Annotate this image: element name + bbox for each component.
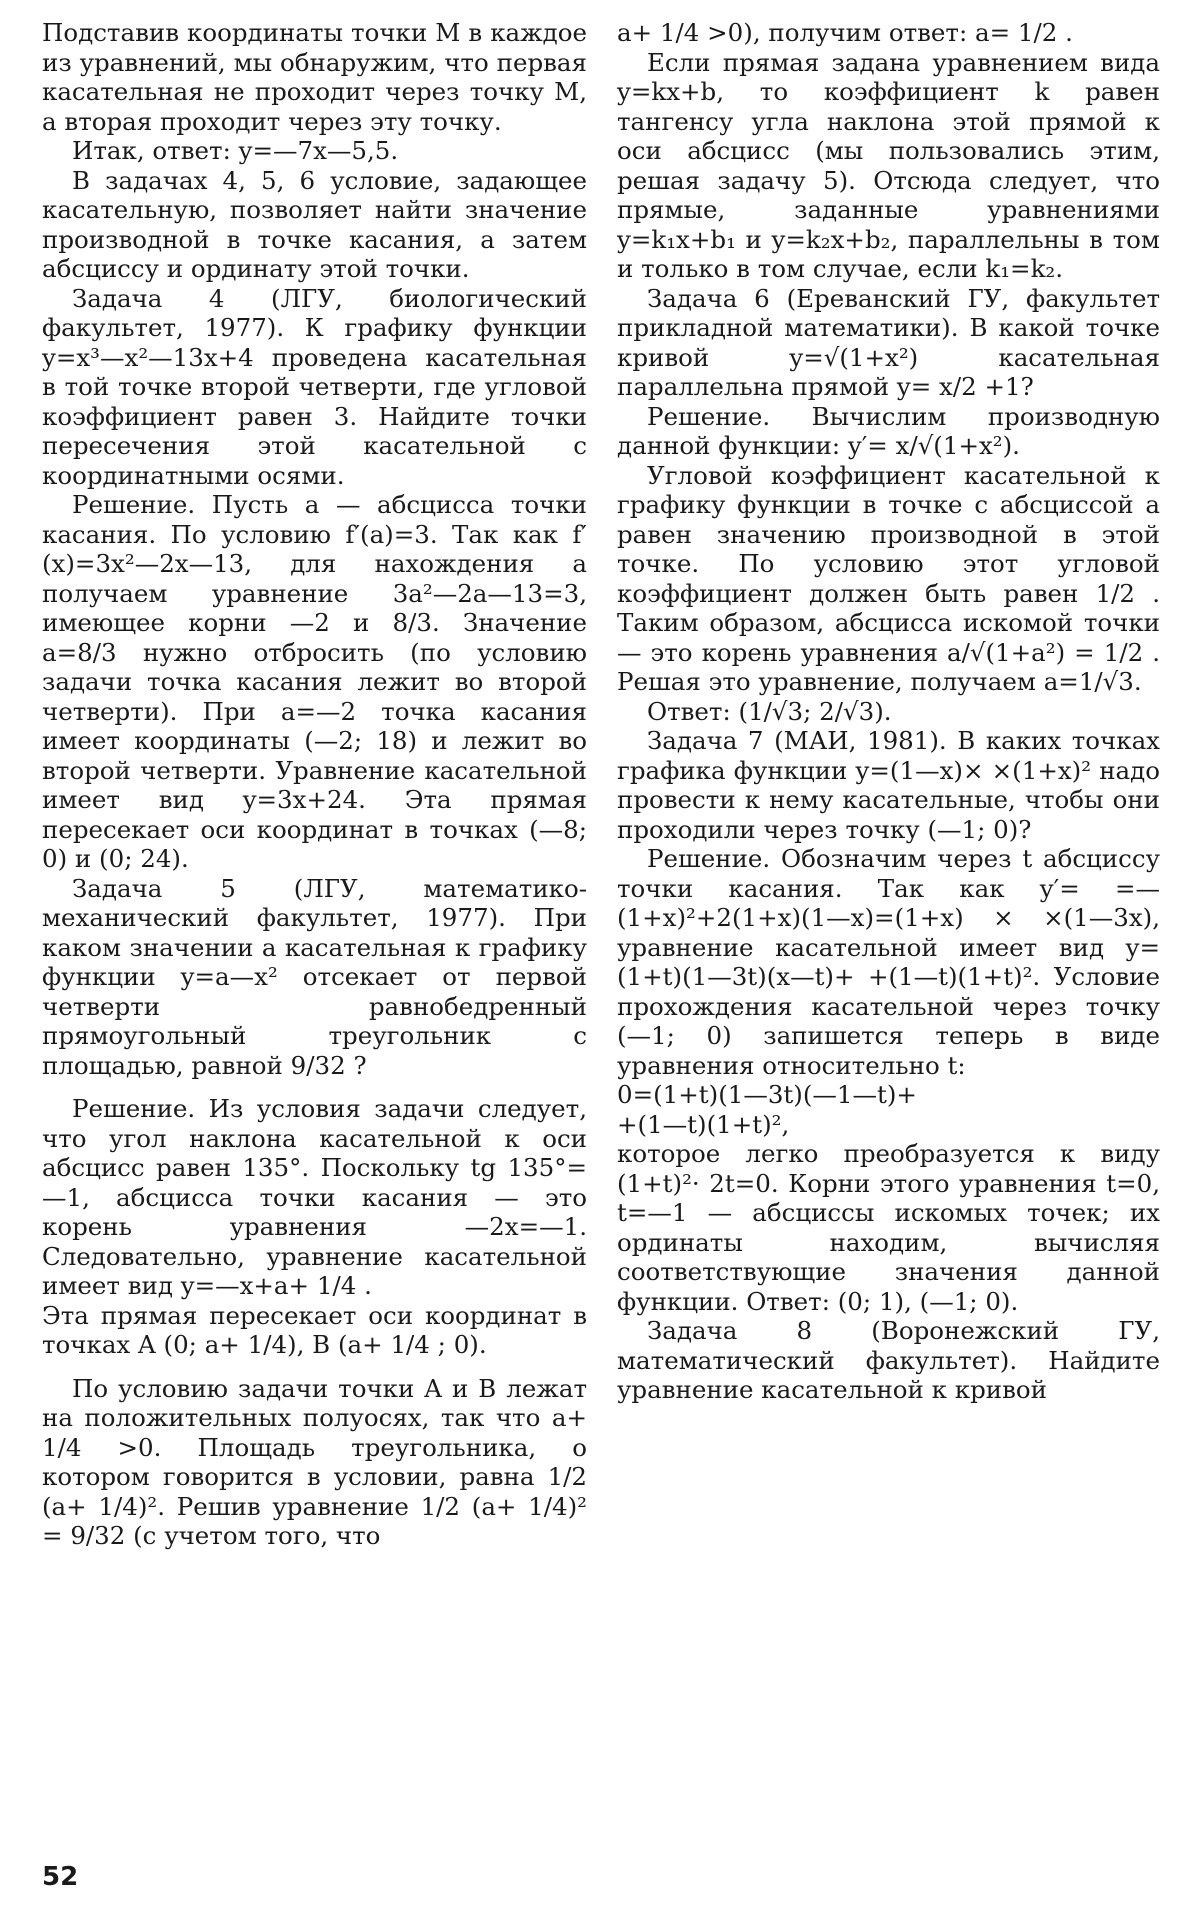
solution-5: Решение. Из условия задачи следует, что угол наклона касательной к оси абсцисс равен 135°. Поскольку tg 135°=—1, абсцисса точки касания — это корень уравнения —2x=—1. Следовательно, уравнение касательной имеет вид y=—x+a+ 1/4 .	[42, 1094, 587, 1300]
equation-line: 0=(1+t)(1—3t)(—1—t)+	[617, 1080, 917, 1109]
solution-4: Решение. Пусть a — абсцисса точки касания. По условию f′(a)=3. Так как f′(x)=3x²—2x—13, для нахождения a получаем уравнение 3a²—2a—13=3, имеющее корни —2 и 8/3. Значение a=8/3 нужно отбросить (по условию задачи точка касания лежит во второй четверти). При a=—2 точка касания имеет координаты (—2; 18) и лежит во второй четверти. Уравнение касательной имеет вид y=3x+24. Эта прямая пересекает оси координат в точках (—8; 0) и (0; 24).	[42, 490, 587, 873]
answer-6: Ответ: (1/√3; 2/√3).	[647, 696, 892, 726]
left-column	[42, 18, 587, 1551]
paragraph: Подставив координаты точки M в каждое из уравнений, мы обнаружим, что первая касательная не проходит через точку M, а вторая проходит через эту точку.	[42, 18, 587, 136]
right-column	[617, 18, 1160, 1405]
solution-6: Решение. Вычислим производную данной функции: y′= x/√(1+x²).	[617, 401, 1160, 460]
paragraph: В задачах 4, 5, 6 условие, задающее касательную, позволяет найти значение производной в точке касания, а затем абсциссу и ординату этой точки.	[42, 165, 587, 283]
equation-line: +(1—t)(1+t)²,	[617, 1109, 790, 1139]
problem-8: Задача 8 (Воронежский ГУ, математический факультет). Найдите уравнение касательной к кривой	[617, 1316, 1160, 1404]
page-number: 52	[42, 1862, 79, 1892]
paragraph: Эта прямая пересекает оси координат в точках A (0; a+ 1/4), B (a+ 1/4 ; 0).	[42, 1300, 587, 1359]
paragraph: которое легко преобразуется к виду (1+t)²· 2t=0. Корни этого уравнения t=0, t=—1 — абсциссы искомых точек; их ординаты находим, вычисляя соответствующие значения данной функции. Ответ: (0; 1), (—1; 0).	[617, 1139, 1160, 1316]
paragraph: Итак, ответ: y=—7x—5,5.	[72, 136, 399, 165]
answer-5: a+ 1/4 >0), получим ответ: a= 1/2 .	[617, 18, 1073, 47]
problem-5: Задача 5 (ЛГУ, математико-механический факультет, 1977). При каком значении a касательная к графику функции y=a—x² отсекает от первой четверти равнобедренный прямоугольный треугольник с площадью, равной 9/32 ?	[42, 873, 587, 1080]
paragraph: Угловой коэффициент касательной к графику функции в точке с абсциссой a равен значению производной в этой точке. По условию этот угловой коэффициент должен быть равен 1/2 . Таким образом, абсцисса искомой точки — это корень уравнения a/√(1+a²) = 1/2 . Решая это уравнение, получаем a=1/√3.	[617, 460, 1160, 696]
solution-7: Решение. Обозначим через t абсциссу точки касания. Так как y′= =—(1+x)²+2(1+x)(1—x)=(1+x) × ×(1—3x), уравнение касательной имеет вид y=(1+t)(1—3t)(x—t)+ +(1—t)(1+t)². Условие прохождения касательной через точку (—1; 0) запишется теперь в виде уравнения относительно t:	[617, 844, 1160, 1080]
problem-6: Задача 6 (Ереванский ГУ, факультет прикладной математики). В какой точке кривой y=√(1+x²) касательная параллельна прямой y= x/2 +1?	[617, 283, 1160, 401]
paragraph: Если прямая задана уравнением вида y=kx+b, то коэффициент k равен тангенсу угла наклона этой прямой к оси абсцисс (мы пользовались этим, решая задачу 5). Отсюда следует, что прямые, заданные уравнениями y=k₁x+b₁ и y=k₂x+b₂, параллельны в том и только в том случае, если k₁=k₂.	[617, 47, 1160, 283]
problem-4: Задача 4 (ЛГУ, биологический факультет, 1977). К графику функции y=x³—x²—13x+4 проведена касательная в той точке второй четверти, где угловой коэффициент равен 3. Найдите точки пересечения этой касательной с координатными осями.	[42, 283, 587, 490]
problem-7: Задача 7 (МАИ, 1981). В каких точках графика функции y=(1—x)× ×(1+x)² надо провести к нему касательные, чтобы они проходили через точку (—1; 0)?	[617, 726, 1160, 844]
paragraph: По условию задачи точки A и B лежат на положительных полуосях, так что a+ 1/4 >0. Площадь треугольника, о котором говорится в условии, равна 1/2 (a+ 1/4)². Решив уравнение 1/2 (a+ 1/4)² = 9/32 (с учетом того, что	[42, 1373, 587, 1550]
